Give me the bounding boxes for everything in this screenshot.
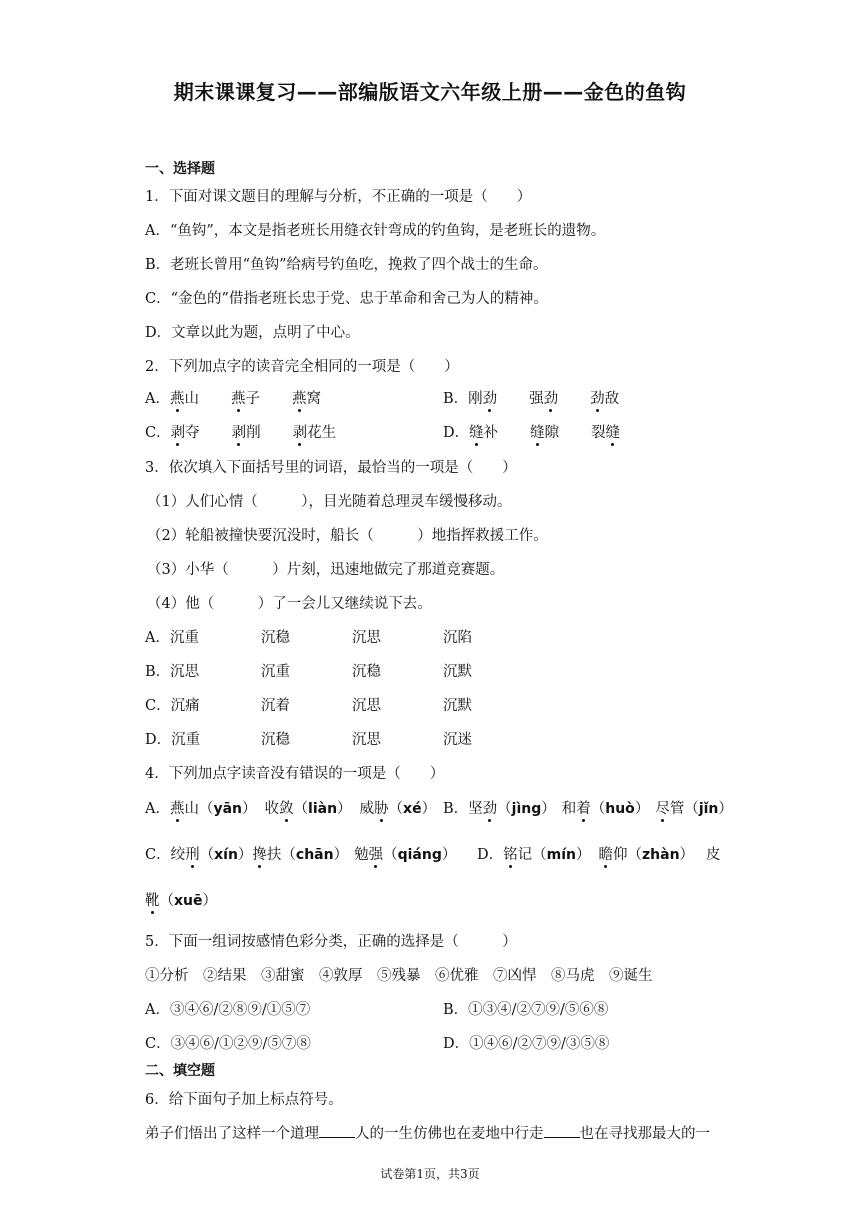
char: 夺 <box>185 425 200 441</box>
question-3-sentence-1: （1）人们心情（ ），目光随着总理灵车缓慢移动。 <box>147 494 512 510</box>
question-3-option-d <box>145 728 472 749</box>
text: 皮 <box>706 847 721 863</box>
word: 沉痛 <box>170 698 200 714</box>
text: （ <box>590 801 606 817</box>
dotted-char: 劲 <box>482 391 498 407</box>
question-5-stem: 5．下面一组词按感情色彩分类，正确的选择是（ ） <box>145 934 517 950</box>
text: 坚 <box>468 801 483 817</box>
text: 扶（ <box>266 847 296 863</box>
word: 沉默 <box>443 664 472 680</box>
question-1-option-c: C．“金色的”借指老班长忠于党、忠于革命和舍己为人的精神。 <box>145 291 548 307</box>
text: ） <box>679 847 695 863</box>
dotted-char: 胁 <box>374 801 389 817</box>
text: 记（ <box>517 847 547 863</box>
blank-line <box>544 1125 580 1138</box>
question-3-sentence-2: （2）轮船被撞快要沉没时，船长（ ）地指挥救援工作。 <box>147 528 548 544</box>
char: 山 <box>184 391 199 407</box>
word: 沉重 <box>261 664 290 680</box>
char: 刚 <box>468 391 483 407</box>
pinyin: qiáng <box>397 847 442 863</box>
option-label: B． <box>443 801 469 817</box>
question-2-stem: 2．下列加点字的读音完全相同的一项是（ ） <box>145 359 459 375</box>
dotted-char: 劲 <box>590 391 605 407</box>
char: 裂 <box>591 425 606 441</box>
pinyin: jǐn <box>698 801 719 817</box>
question-6-stem: 6．给下面句子加上标点符号。 <box>145 1092 343 1108</box>
word: 沉着 <box>261 698 290 714</box>
text: ） <box>634 801 650 817</box>
question-3-sentence-4: （4）他（ ）了一会儿又继续说下去。 <box>147 596 432 612</box>
dotted-char: 缝 <box>605 425 621 441</box>
text: 山（ <box>184 801 214 817</box>
char: 削 <box>246 425 261 441</box>
question-4-row-ab <box>145 797 733 818</box>
option-label: B． <box>145 664 171 680</box>
dotted-char: 靴 <box>145 893 160 909</box>
option-label: A． <box>145 801 170 817</box>
char: 强 <box>529 391 544 407</box>
text: ） <box>237 847 253 863</box>
dotted-char: 缝 <box>530 425 545 441</box>
text: ） <box>242 801 257 817</box>
text: ） <box>576 847 591 863</box>
dotted-char: 劲 <box>543 391 559 407</box>
char: 花生 <box>307 425 337 441</box>
dotted-char: 燕 <box>169 391 185 407</box>
option-label: B． <box>443 391 469 407</box>
word: 沉稳 <box>261 732 290 748</box>
text: 也在寻找那最大的一 <box>579 1126 710 1142</box>
section-heading-choice: 一、选择题 <box>145 161 215 177</box>
text: （ <box>159 893 174 909</box>
text: ） <box>337 801 352 817</box>
text: 威 <box>359 801 375 817</box>
text: （ <box>199 847 215 863</box>
dotted-char: 燕 <box>291 391 307 407</box>
text: 绞 <box>170 847 186 863</box>
text: 仰（ <box>613 847 642 863</box>
dotted-char: 燕 <box>230 391 246 407</box>
char: 子 <box>245 391 260 407</box>
word: 沉思 <box>352 732 381 748</box>
dotted-char: 缝 <box>469 425 484 441</box>
question-4-row-d-cont <box>145 889 217 910</box>
text: ） <box>541 801 556 817</box>
option-label: D． <box>443 425 470 441</box>
dotted-char: 尽 <box>655 801 670 817</box>
question-5-option-b: B．①③④/②⑦⑨/⑤⑥⑧ <box>443 1002 609 1018</box>
question-2-row-cd <box>145 421 725 442</box>
dotted-char: 劲 <box>482 801 498 817</box>
text: （ <box>497 801 512 817</box>
question-3-option-b <box>145 660 472 681</box>
blank-line <box>319 1125 355 1138</box>
question-5-option-a: A．③④⑥/②⑧⑨/①⑤⑦ <box>145 1002 311 1018</box>
option-label: D． <box>145 732 172 748</box>
dotted-char: 搀 <box>252 847 267 863</box>
question-1-option-b: B．老班长曾用“鱼钩”给病号钓鱼吃，挽救了四个战士的生命。 <box>145 257 548 273</box>
text: ） <box>421 801 437 817</box>
word: 沉思 <box>352 630 381 646</box>
option-label: C． <box>145 698 171 714</box>
text: 勉 <box>354 847 369 863</box>
text: 弟子们悟出了这样一个道理 <box>145 1126 319 1142</box>
char: 敌 <box>604 391 620 407</box>
pinyin: mín <box>546 847 576 863</box>
question-1-option-d: D．文章以此为题，点明了中心。 <box>145 325 360 341</box>
text: ） <box>333 847 349 863</box>
option-label: A． <box>145 630 170 646</box>
text: 管（ <box>669 801 699 817</box>
pinyin: xín <box>214 847 238 863</box>
text: ） <box>202 893 217 909</box>
option-label: A． <box>145 391 170 407</box>
question-6-sentence <box>145 1122 710 1143</box>
text: ） <box>718 801 733 817</box>
dotted-char: 刑 <box>185 847 200 863</box>
word: 沉思 <box>170 664 200 680</box>
char: 补 <box>483 425 499 441</box>
dotted-char: 强 <box>368 847 384 863</box>
dotted-char: 着 <box>576 801 591 817</box>
word: 沉思 <box>352 698 381 714</box>
option-label: D． <box>477 847 504 863</box>
text: ） <box>441 847 457 863</box>
question-3-option-a <box>145 626 472 647</box>
word: 沉迷 <box>443 732 472 748</box>
question-4-row-cd <box>145 843 725 864</box>
dotted-char: 敛 <box>279 801 294 817</box>
pinyin: jìng <box>511 801 542 817</box>
question-1-option-a: A．“鱼钩”，本文是指老班长用缝衣针弯成的钓鱼钩，是老班长的遗物。 <box>145 223 606 239</box>
text: 和 <box>561 801 577 817</box>
section-heading-fill: 二、填空题 <box>145 1063 215 1079</box>
word: 沉重 <box>171 732 201 748</box>
text: 收 <box>264 801 280 817</box>
word: 沉稳 <box>352 664 381 680</box>
text: （ <box>388 801 404 817</box>
question-5-option-c: C．③④⑥/①②⑨/⑤⑦⑧ <box>145 1036 311 1052</box>
dotted-char: 剥 <box>292 425 308 441</box>
word: 沉默 <box>443 698 472 714</box>
dotted-char: 瞻 <box>598 847 613 863</box>
question-5-option-d: D．①④⑥/②⑦⑨/③⑤⑧ <box>443 1036 610 1052</box>
pinyin: chān <box>295 847 334 863</box>
dotted-char: 剥 <box>231 425 247 441</box>
page-footer: 试卷第1页，共3页 <box>380 1167 480 1181</box>
pinyin: xé <box>403 801 422 817</box>
question-4-stem: 4．下列加点字读音没有错误的一项是（ ） <box>145 766 445 782</box>
dotted-char: 剥 <box>170 425 186 441</box>
question-3-stem: 3．依次填入下面括号里的词语，最恰当的一项是（ ） <box>145 460 517 476</box>
page-title: 期末课课复习——部编版语文六年级上册——金色的鱼钩 <box>173 80 687 104</box>
pinyin: huò <box>605 801 635 817</box>
option-label: C． <box>145 425 171 441</box>
word: 沉稳 <box>261 630 290 646</box>
word: 沉陷 <box>443 630 472 646</box>
char: 窝 <box>306 391 321 407</box>
question-3-option-c <box>145 694 472 715</box>
question-2-row-ab <box>145 387 725 408</box>
question-5-word-list: ①分析 ②结果 ③甜蜜 ④敦厚 ⑤残暴 ⑥优雅 ⑦凶悍 ⑧马虎 ⑨诞生 <box>145 968 653 984</box>
text: （ <box>383 847 398 863</box>
option-label: C． <box>145 847 171 863</box>
pinyin: xuē <box>174 893 203 909</box>
dotted-char: 燕 <box>169 801 185 817</box>
question-1-stem: 1．下面对课文题目的理解与分析，不正确的一项是（ ） <box>145 189 532 205</box>
dotted-char: 铭 <box>503 847 518 863</box>
question-3-sentence-3: （3）小华（ ）片刻，迅速地做完了那道竞赛题。 <box>147 562 505 578</box>
pinyin: zhàn <box>642 847 680 863</box>
char: 隙 <box>544 425 560 441</box>
text: （ <box>293 801 309 817</box>
text: 人的一生仿佛也在麦地中行走 <box>355 1126 544 1142</box>
word: 沉重 <box>169 630 199 646</box>
pinyin: yān <box>213 801 243 817</box>
pinyin: liàn <box>308 801 338 817</box>
